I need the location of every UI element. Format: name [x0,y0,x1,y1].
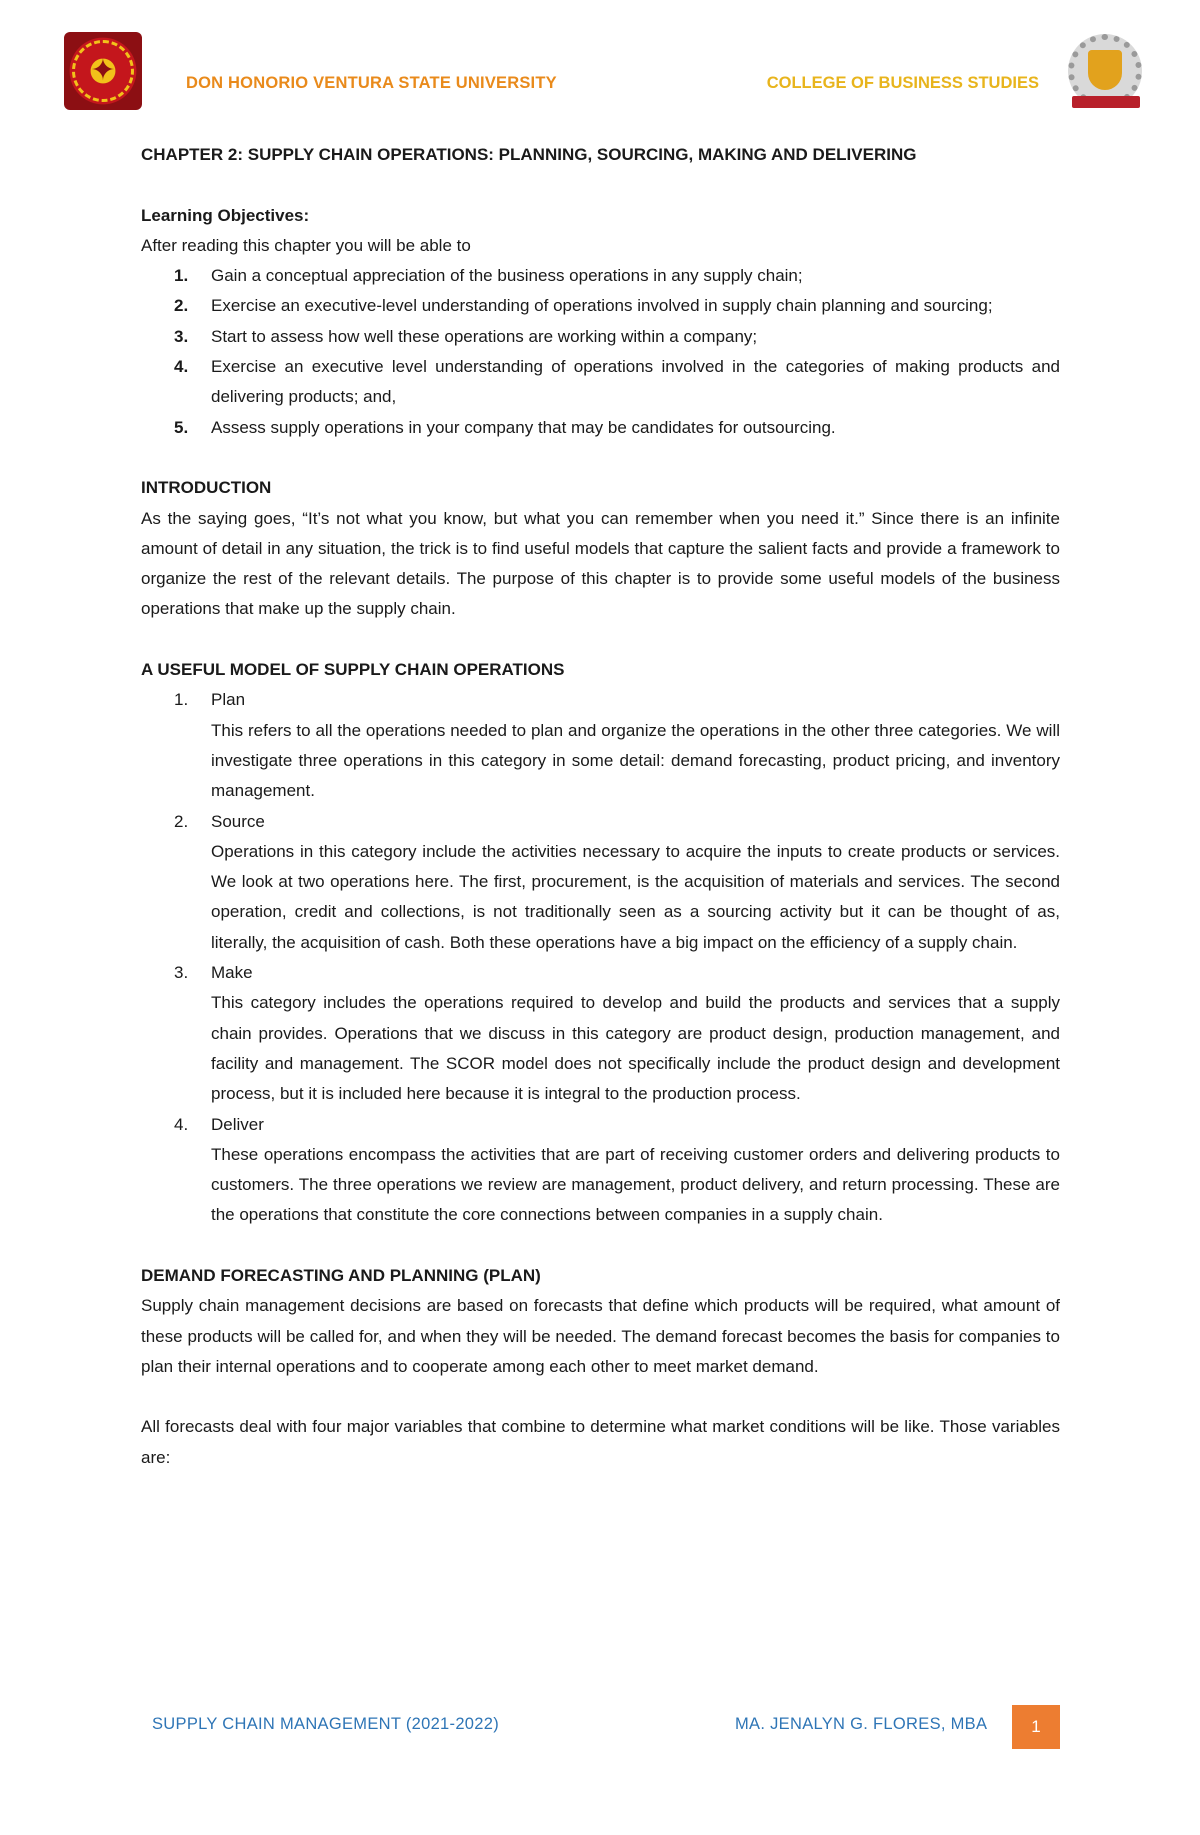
item-title: Plan [211,690,246,710]
model-heading: A USEFUL MODEL OF SUPPLY CHAIN OPERATIONS [141,660,565,680]
demand-paragraph-2: All forecasts deal with four major variables that combine to determine what market conditions will be like. Those variables are: [141,1417,1060,1467]
document-body [141,140,1060,1473]
objectives-intro: After reading this chapter you will be able to [141,235,471,255]
chapter-title: CHAPTER 2: SUPPLY CHAIN OPERATIONS: PLANNING, SOURCING, MAKING AND DELIVERING [141,145,917,164]
demand-paragraph-1: Supply chain management decisions are based on forecasts that define which products will be required, what amount of these products will be called for, and when they will be needed. The demand forecast becomes the basis for companies to plan their internal operations and to cooperate among each other to meet market demand. [141,1296,1060,1376]
objectives-list [141,261,1060,443]
item-title: Deliver [211,1114,264,1134]
list-item: 4. Deliver These operations encompass the activities that are part of receiving customer orders and delivering products to customers. The three operations we review are management, product delivery, and return processing. These are the operations that constitute the core connections between companies in a supply chain. [141,1110,1060,1231]
college-name: COLLEGE OF BUSINESS STUDIES [766,74,1039,92]
university-seal-icon: ✦ [64,32,142,110]
list-item: 3. Start to assess how well these operations are working within a company; [174,326,758,346]
page-header [64,30,1144,120]
list-item: 2. Source Operations in this category include the activities necessary to acquire the inputs to create products or services. We look at two operations here. The first, procurement, is the acquisition of materials and services. The second operation, credit and collections, is not traditionally seen as a sourcing activity but it can be thought of as, literally, the acquisition of cash. Both these operations have a big impact on the efficiency of a supply chain. [141,807,1060,958]
author-label: MA. JENALYN G. FLORES, MBA [735,1715,988,1733]
course-label: SUPPLY CHAIN MANAGEMENT (2021-2022) [152,1715,500,1733]
model-list [141,685,1060,1230]
list-item: 2. Exercise an executive-level understanding of operations involved in supply chain planning and sourcing; [174,296,993,316]
page-footer [0,1705,1200,1749]
university-name: DON HONORIO VENTURA STATE UNIVERSITY [186,74,557,92]
list-item: 1. Plan This refers to all the operations needed to plan and organize the operations in the other three categories. We will investigate three operations in this category in some detail: demand forecasting, product pricing, and inventory management. [141,685,1060,806]
page-number: 1 [1012,1705,1060,1749]
demand-heading: DEMAND FORECASTING AND PLANNING (PLAN) [141,1265,541,1285]
list-item: 4. Exercise an executive level understanding of operations involved in the categories of making products and delivering products; and, [174,357,1060,407]
list-item: 3. Make This category includes the operations required to develop and build the products and services that a supply chain provides. Operations that we discuss in this category are product design, production management, and facility and management. The SCOR model does not specifically include the product design and development process, but it is included here because it is integral to the production process. [141,958,1060,1109]
item-title: Make [211,963,253,983]
college-gear-seal-icon [1066,34,1144,114]
list-item: 5. Assess supply operations in your company that may be candidates for outsourcing. [174,417,836,437]
list-item: 1. Gain a conceptual appreciation of the business operations in any supply chain; [174,266,803,286]
objectives-heading: Learning Objectives: [141,205,310,225]
introduction-heading: INTRODUCTION [141,478,272,498]
introduction-text: As the saying goes, “It’s not what you know, but what you can remember when you need it.” Since there is an infinite amount of detail in any situation, the trick is to find useful models that capture the salient facts and provide a framework to organize the rest of the relevant details. The purpose of this chapter is to provide some useful models of the business operations that make up the supply chain. [141,508,1060,619]
item-title: Source [211,811,265,831]
